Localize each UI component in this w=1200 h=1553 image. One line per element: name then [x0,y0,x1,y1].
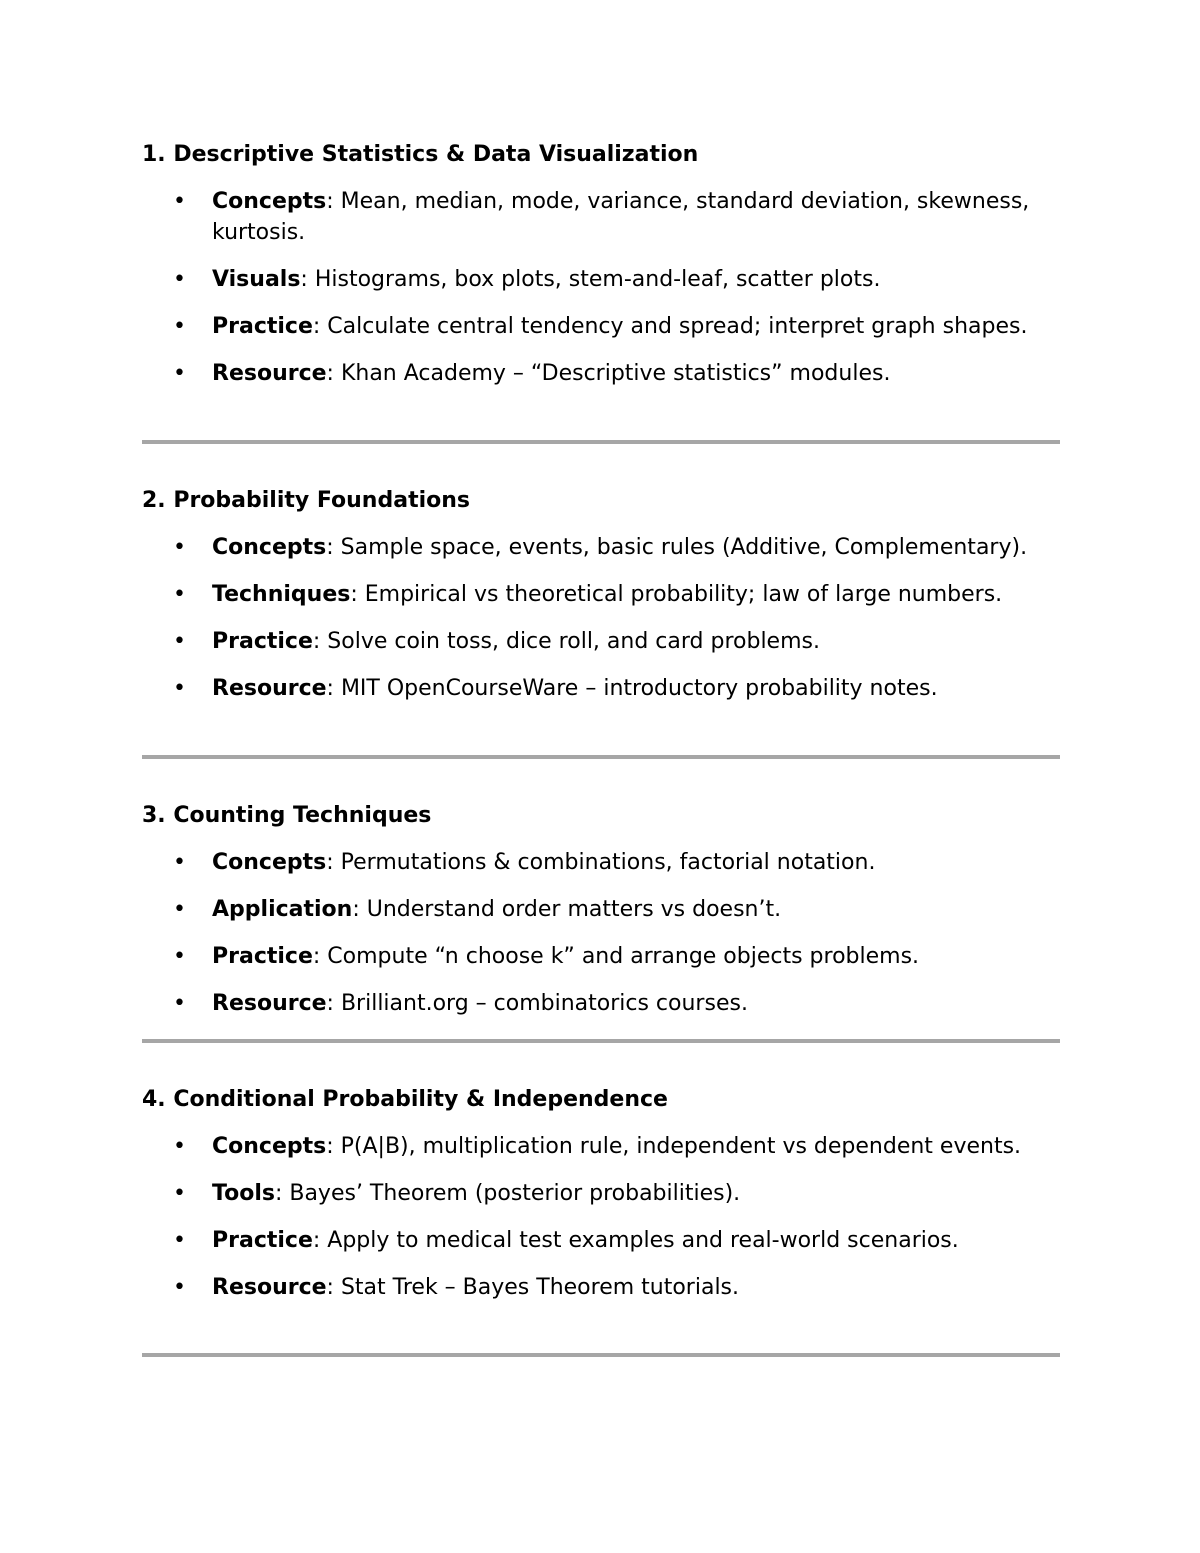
item-label: Concepts [212,189,327,214]
section-divider [142,440,1060,444]
bullet-icon: • [173,1134,186,1159]
bullet-icon: • [173,1181,186,1206]
bullet-icon: • [173,582,186,607]
item-label: Practice [212,314,313,339]
list-item [142,311,1060,342]
bullet-icon: • [173,850,186,875]
section-probability-foundations [142,486,1060,704]
item-text: : Compute “n choose k” and arrange objects problems. [312,944,920,969]
item-text: : P(A|B), multiplication rule, independent vs dependent events. [326,1134,1022,1159]
bullet-icon: • [173,629,186,654]
item-text: : Mean, median, mode, variance, standard deviation, skewness, kurtosis. [212,189,1030,245]
item-label: Techniques [212,582,351,607]
item-text: : MIT OpenCourseWare – introductory probability notes. [326,676,938,701]
item-text: : Histograms, box plots, stem-and-leaf, scatter plots. [300,267,881,292]
bullet-icon: • [173,361,186,386]
list-item [142,358,1060,389]
item-label: Practice [212,629,313,654]
item-text: : Understand order matters vs doesn’t. [352,897,782,922]
item-label: Tools [212,1181,275,1206]
bullet-list [142,847,1060,1019]
item-label: Concepts [212,535,327,560]
list-item [142,941,1060,972]
item-text: : Empirical vs theoretical probability; law of large numbers. [350,582,1003,607]
bullet-icon: • [173,944,186,969]
bullet-icon: • [173,897,186,922]
section-divider [142,1353,1060,1357]
bullet-icon: • [173,1275,186,1300]
item-label: Resource [212,676,327,701]
bullet-icon: • [173,676,186,701]
section-divider [142,1039,1060,1043]
item-text: : Khan Academy – “Descriptive statistics” modules. [326,361,891,386]
bullet-icon: • [173,267,186,292]
bullet-list [142,186,1060,389]
item-text: : Stat Trek – Bayes Theorem tutorials. [326,1275,740,1300]
item-label: Resource [212,361,327,386]
bullet-icon: • [173,314,186,339]
item-text: : Solve coin toss, dice roll, and card problems. [312,629,820,654]
item-text: : Apply to medical test examples and real-world scenarios. [312,1228,959,1253]
item-text: : Sample space, events, basic rules (Additive, Complementary). [326,535,1028,560]
section-conditional-probability [142,1085,1060,1303]
section-title: 2. Probability Foundations [142,488,470,513]
list-item [142,1272,1060,1303]
item-text: : Bayes’ Theorem (posterior probabilities). [274,1181,741,1206]
item-text: : Brilliant.org – combinatorics courses. [326,991,748,1016]
item-label: Resource [212,991,327,1016]
bullet-icon: • [173,991,186,1016]
bullet-list [142,532,1060,704]
item-label: Concepts [212,850,327,875]
item-label: Practice [212,1228,313,1253]
list-item [142,1225,1060,1256]
bullet-icon: • [173,1228,186,1253]
list-item [142,626,1060,657]
item-label: Practice [212,944,313,969]
section-title: 4. Conditional Probability & Independence [142,1087,668,1112]
section-title: 3. Counting Techniques [142,803,432,828]
list-item [142,988,1060,1019]
list-item [142,532,1060,563]
item-label: Application [212,897,353,922]
list-item [142,1178,1060,1209]
item-text: : Calculate central tendency and spread; interpret graph shapes. [312,314,1028,339]
section-divider [142,755,1060,759]
bullet-icon: • [173,535,186,560]
section-counting-techniques [142,801,1060,1019]
item-text: : Permutations & combinations, factorial notation. [326,850,876,875]
list-item [142,894,1060,925]
item-label: Visuals [212,267,301,292]
list-item [142,186,1060,248]
bullet-icon: • [173,189,186,214]
list-item [142,847,1060,878]
list-item [142,1131,1060,1162]
section-descriptive-statistics [142,140,1060,389]
item-label: Concepts [212,1134,327,1159]
list-item [142,579,1060,610]
section-title: 1. Descriptive Statistics & Data Visualization [142,142,699,167]
list-item [142,673,1060,704]
bullet-list [142,1131,1060,1303]
item-label: Resource [212,1275,327,1300]
list-item [142,264,1060,295]
